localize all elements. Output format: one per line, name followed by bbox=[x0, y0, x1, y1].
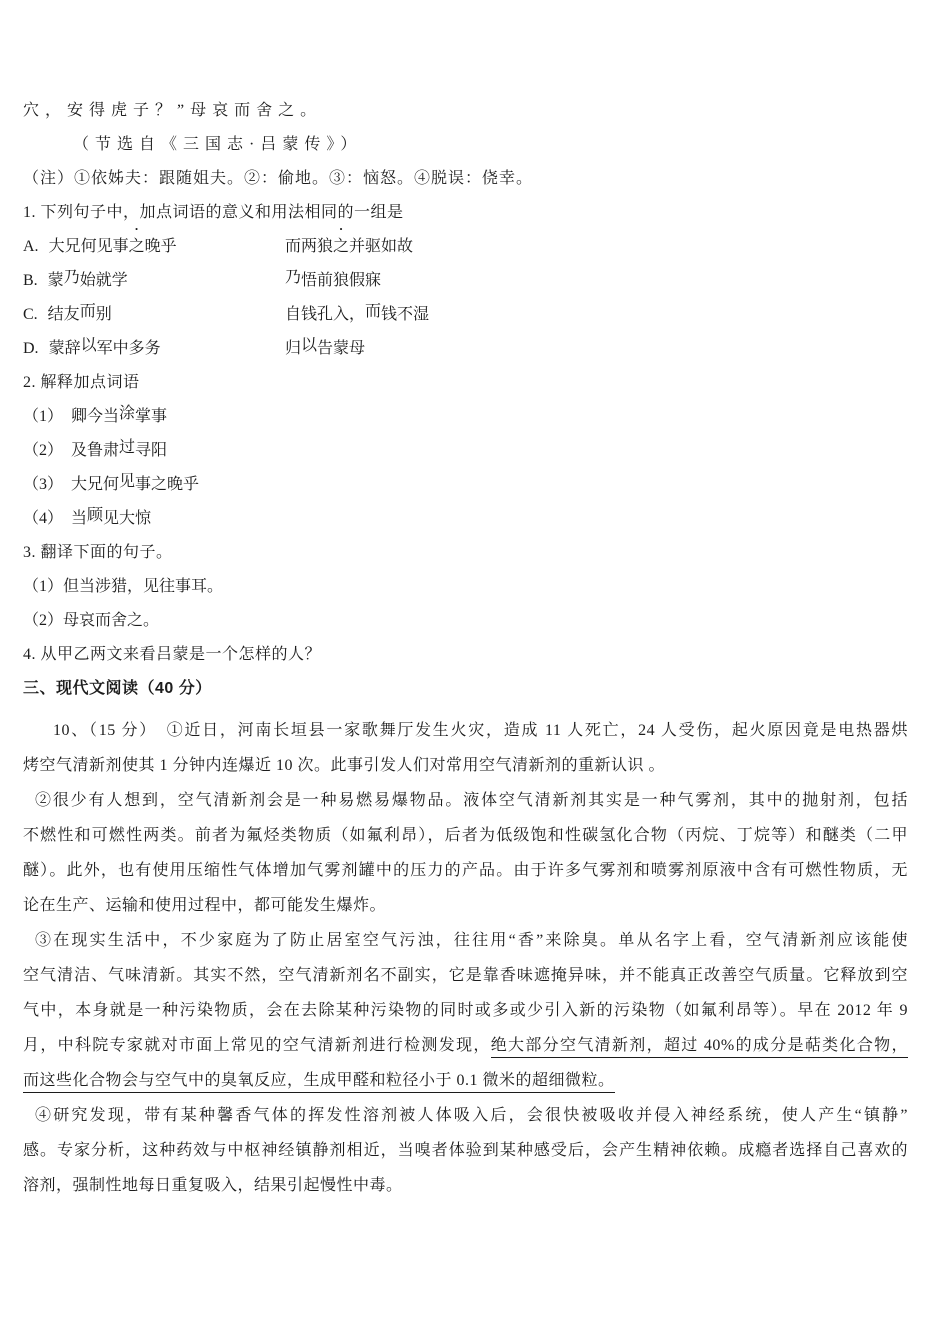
essay-line-12: ④研究发现，带有某种馨香气体的挥发性溶剂被人体吸入后，会很快被吸收并侵入神经系统，使人产生“镇静” bbox=[35, 1107, 908, 1124]
question-2-item-1: （1） 卿今当涂掌事 bbox=[23, 400, 908, 434]
essay-line-1: 10、（15 分） ①近日，河南长垣县一家歌舞厅发生火灾，造成 11 人死亡，24 人受伤，起火原因竟是电热器烘 bbox=[53, 722, 908, 739]
essay-line-13: 感。专家分析，这种药效与中枢神经镇静剂相近，当嗅者体验到某种感受后，会产生精神依赖。成瘾者选择自己喜欢的 bbox=[23, 1142, 908, 1159]
essay-line-10: 月，中科院专家就对市面上常见的空气清新剂进行检测发现，绝大部分空气清新剂，超过 40%的成分是萜类化合物， bbox=[23, 1028, 908, 1063]
essay-line-11 bbox=[23, 1063, 908, 1098]
option-c-right: 自钱孔入，而钱不湿 bbox=[285, 306, 429, 323]
question-2-item-4: （4） 当顾见大惊 bbox=[23, 502, 908, 536]
question-1-option-a bbox=[23, 230, 908, 264]
option-b-left: B. 蒙乃始就学 bbox=[23, 264, 285, 298]
essay-line-9: 气中，本身就是一种污染物质，会在去除某种污染物的同时或多或少引入新的污染物（如氟利昂等）。早在 2012 年 9 bbox=[23, 1002, 908, 1019]
option-a-left: A. 大兄何见事之晚乎 bbox=[23, 230, 285, 264]
essay-line-2: 烤空气清新剂使其 1 分钟内连爆近 10 次。此事引发人们对常用空气清新剂的重新认识 。 bbox=[23, 757, 666, 774]
modern-reading-section bbox=[23, 713, 908, 1203]
question-3-item-2: （2）母哀而舍之。 bbox=[23, 612, 160, 629]
classical-reading-section bbox=[23, 94, 908, 706]
emphasized-char: 见 bbox=[119, 473, 136, 490]
question-2-item-2: （2） 及鲁肃过寻阳 bbox=[23, 434, 908, 468]
question-1-option-d bbox=[23, 332, 908, 366]
passage-note-line: （注）①依姊夫：跟随姐夫。②：偷地。③：恼怒。④脱误：侥幸。 bbox=[23, 170, 534, 187]
question-4-stem: 4. 从甲乙两文来看吕蒙是一个怎样的人？ bbox=[23, 646, 322, 663]
question-1-option-b bbox=[23, 264, 908, 298]
emphasized-char: 顾 bbox=[87, 507, 104, 524]
emphasized-char: 而 bbox=[79, 303, 96, 320]
emphasized-char: 以 bbox=[80, 337, 97, 354]
essay-line-7: ③在现实生活中，不少家庭为了防止居室空气污浊，往往用“香”来除臭。单从名字上看，空气清新剂应该能使 bbox=[35, 932, 908, 949]
essay-line-3: ②很少有人想到，空气清新剂会是一种易燃易爆物品。液体空气清新剂其实是一种气雾剂，其中的抛射剂，包括 bbox=[35, 792, 908, 809]
underlined-text: 绝大部分空气清新剂，超过 40%的成分是萜类化合物， bbox=[491, 1037, 908, 1058]
emphasized-char: 涂 bbox=[119, 405, 136, 422]
option-b-right: 乃悟前狼假寐 bbox=[285, 272, 381, 289]
emphasized-char: 之 bbox=[128, 238, 145, 255]
emphasized-char: 过 bbox=[119, 439, 136, 456]
emphasized-char: 以 bbox=[301, 337, 318, 354]
option-a-right: 而两狼之并驱如故 bbox=[285, 238, 413, 255]
passage-ending-line: 穴，安得虎子？”母哀而舍之。 bbox=[23, 102, 323, 119]
passage-source-line: （节选自《三国志·吕蒙传》） bbox=[73, 136, 363, 153]
emphasized-char: 而 bbox=[365, 303, 382, 320]
question-1-option-c bbox=[23, 298, 908, 332]
emphasized-char: 乃 bbox=[285, 269, 302, 286]
option-c-left: C. 结友而别 bbox=[23, 298, 285, 332]
question-3-stem: 3. 翻译下面的句子。 bbox=[23, 544, 173, 561]
essay-line-6: 论在生产、运输和使用过程中，都可能发生爆炸。 bbox=[23, 897, 387, 914]
option-d-right: 归以告蒙母 bbox=[285, 340, 365, 357]
emphasized-char: 乃 bbox=[63, 269, 80, 286]
essay-line-8: 空气清洁、气味清新。其实不然，空气清新剂名不副实，它是靠香味遮掩异味，并不能真正改善空气质量。它释放到空 bbox=[23, 967, 908, 984]
underlined-text: 而这些化合物会与空气中的臭氧反应，生成甲醛和粒径小于 0.1 微米的超细微粒。 bbox=[23, 1072, 615, 1093]
question-2-stem: 2. 解释加点词语 bbox=[23, 374, 140, 391]
question-1-stem: 1. 下列句子中，加点词语的意义和用法相同的一组是 bbox=[23, 204, 404, 221]
essay-line-5: 醚）。此外，也有使用压缩性气体增加气雾剂罐中的压力的产品。由于许多气雾剂和喷雾剂原液中含有可燃性物质，无 bbox=[23, 862, 908, 879]
emphasized-char: 之 bbox=[333, 238, 350, 255]
question-2-item-3: （3） 大兄何见事之晚乎 bbox=[23, 468, 908, 502]
essay-line-14: 溶剂，强制性地每日重复吸入，结果引起慢性中毒。 bbox=[23, 1177, 403, 1194]
essay-line-4: 不燃性和可燃性两类。前者为氟烃类物质（如氟利昂），后者为低级饱和性碳氢化合物（丙烷、丁烷等）和醚类（二甲 bbox=[23, 827, 908, 844]
question-3-item-1: （1）但当涉猎，见往事耳。 bbox=[23, 578, 224, 595]
option-d-left: D. 蒙辞以军中多务 bbox=[23, 332, 285, 366]
section-3-heading: 三、现代文阅读（40 分） bbox=[23, 680, 212, 697]
